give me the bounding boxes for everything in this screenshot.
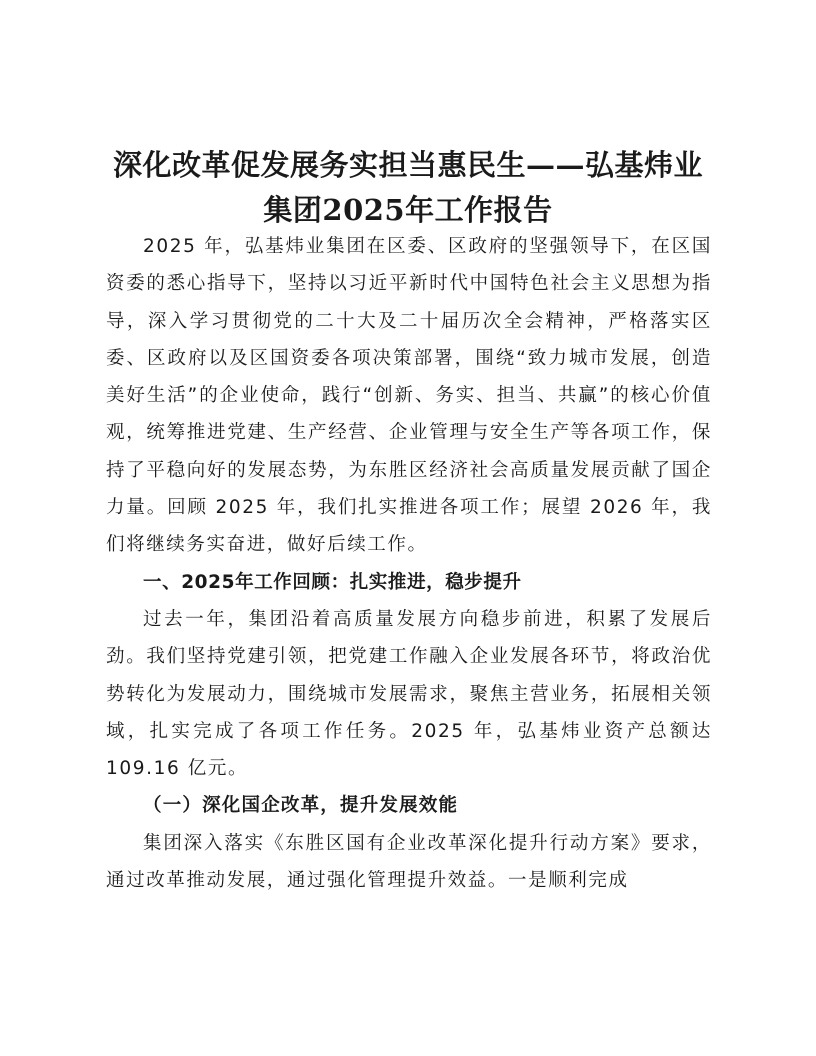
document-title-line-1: 深化改革促发展务实担当惠民生——弘基炜业 <box>112 148 703 182</box>
section-paragraph: 过去一年，集团沿着高质量发展方向稳步前进，积累了发展后劲。我们坚持党建引领，把党建工作融入企业发展各环节，将政治优势转化为发展动力，围绕城市发展需求，聚焦主营业务，拓展相关领域，扎实完成了各项工作任务。2025 年，弘基炜业资产总额达 109.16 亿元。 <box>106 608 712 780</box>
intro-paragraph: 2025 年，弘基炜业集团在区委、区政府的坚强领导下，在区国资委的悉心指导下，坚持以习近平新时代中国特色社会主义思想为指导，深入学习贯彻党的二十大及二十届历次全会精神，严格落实区委、区政府以及区国资委各项决策部署，围绕“致力城市发展，创造美好生活”的企业使命，践行“创新、务实、担当、共赢”的核心价值观，统筹推进党建、生产经营、企业管理与安全生产等各项工作，保持了平稳向好的发展态势，为东胜区经济社会高质量发展贡献了国企力量。回顾 2025 年，我们扎实推进各项工作；展望 2026 年，我们将继续务实奋进，做好后续工作。 <box>106 236 712 556</box>
subsection-paragraph: 集团深入落实《东胜区国有企业改革深化提升行动方案》要求，通过改革推动发展，通过强化管理提升效益。一是顺利完成 <box>106 832 712 892</box>
subsection-heading: （一）深化国企改革，提升发展效能 <box>143 795 459 817</box>
document-title-line-2: 集团2025年工作报告 <box>263 193 553 227</box>
document-body <box>106 228 712 899</box>
section-heading: 一、2025年工作回顾：扎实推进，稳步提升 <box>143 571 522 593</box>
